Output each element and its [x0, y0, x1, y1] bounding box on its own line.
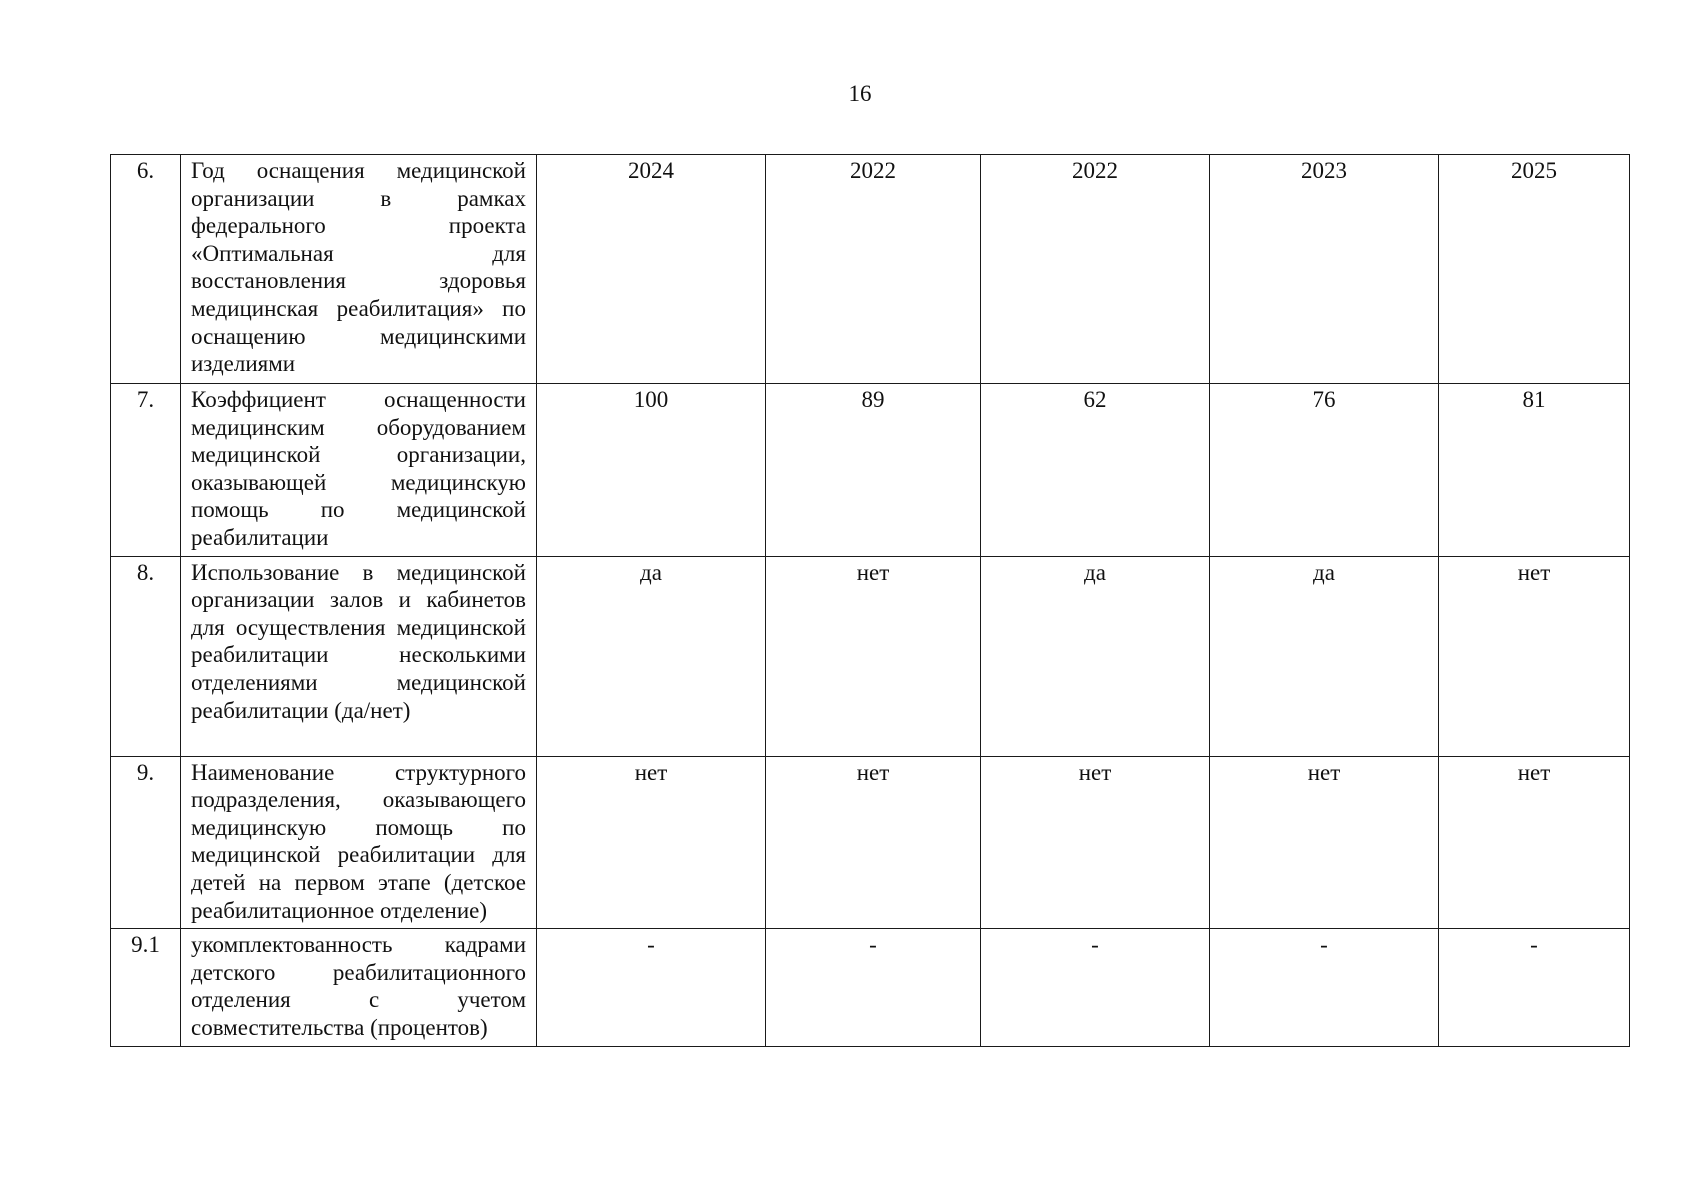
value-cell: 2022 — [766, 155, 981, 384]
page-number: 16 — [848, 81, 872, 106]
row-number: 8. — [111, 556, 181, 756]
value-cell: 81 — [1439, 384, 1630, 557]
row-number: 9. — [111, 756, 181, 929]
value-cell: 76 — [1210, 384, 1439, 557]
value-cell: да — [1210, 556, 1439, 756]
value-cell: нет — [766, 556, 981, 756]
indicator-table — [110, 154, 1630, 1047]
indicator-name: Коэффициент оснащенности медицинским оборудованием медицинской организации, оказывающей медицинскую помощь по медицинской реабилитации — [181, 384, 537, 557]
table-row — [111, 556, 1630, 756]
value-cell: нет — [1439, 556, 1630, 756]
value-cell: да — [981, 556, 1210, 756]
value-cell: 2023 — [1210, 155, 1439, 384]
value-cell: 89 — [766, 384, 981, 557]
value-cell: - — [766, 929, 981, 1046]
value-cell: 100 — [537, 384, 766, 557]
value-cell: да — [537, 556, 766, 756]
indicator-name: Наименование структурного подразделения, оказывающего медицинскую помощь по медицинской реабилитации для детей на первом этапе (детское реабилитационное отделение) — [181, 756, 537, 929]
value-cell: 2025 — [1439, 155, 1630, 384]
value-cell: - — [1210, 929, 1439, 1046]
table-row — [111, 155, 1630, 384]
indicator-name: укомплектованность кадрами детского реабилитационного отделения с учетом совместительства (процентов) — [181, 929, 537, 1046]
value-cell: - — [1439, 929, 1630, 1046]
row-number: 9.1 — [111, 929, 181, 1046]
value-cell: 62 — [981, 384, 1210, 557]
row-number: 7. — [111, 384, 181, 557]
value-cell: - — [537, 929, 766, 1046]
row-number: 6. — [111, 155, 181, 384]
value-cell: 2022 — [981, 155, 1210, 384]
table-row — [111, 929, 1630, 1046]
value-cell: - — [981, 929, 1210, 1046]
indicator-name: Использование в медицинской организации залов и кабинетов для осуществления медицинской реабилитации несколькими отделениями медицинской реабилитации (да/нет) — [181, 556, 537, 756]
value-cell: нет — [537, 756, 766, 929]
value-cell: нет — [981, 756, 1210, 929]
table-row — [111, 384, 1630, 557]
table-row — [111, 756, 1630, 929]
indicator-name: Год оснащения медицинской организации в рамках федерального проекта «Оптимальная для восстановления здоровья медицинская реабилитация» по оснащению медицинскими изделиями — [181, 155, 537, 384]
value-cell: нет — [766, 756, 981, 929]
value-cell: 2024 — [537, 155, 766, 384]
value-cell: нет — [1210, 756, 1439, 929]
value-cell: нет — [1439, 756, 1630, 929]
